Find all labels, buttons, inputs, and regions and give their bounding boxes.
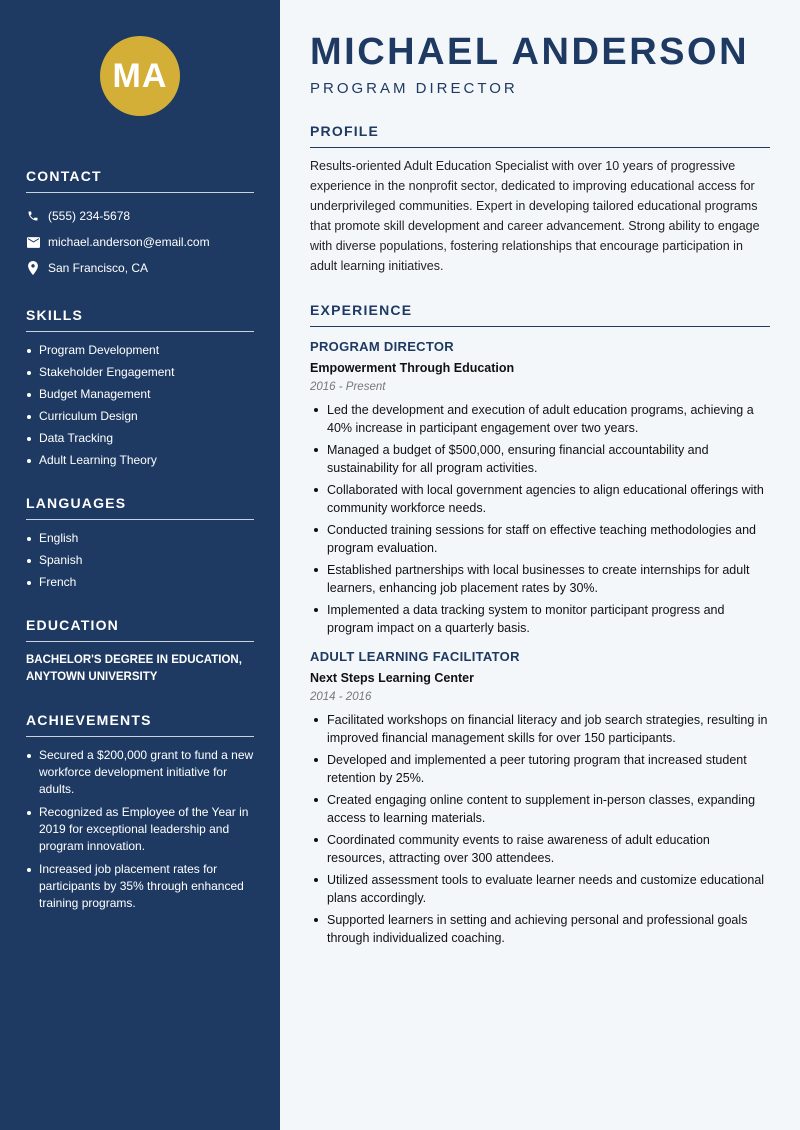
- languages-heading: LANGUAGES: [26, 495, 254, 520]
- avatar: MA: [100, 36, 180, 116]
- job-title: ADULT LEARNING FACILITATOR: [310, 649, 520, 664]
- job-entry: [310, 339, 770, 637]
- list-item: Secured a $200,000 grant to fund a new workforce development initiative for adults.: [26, 747, 254, 798]
- list-item: Increased job placement rates for participants by 35% through enhanced training programs.: [26, 861, 254, 912]
- email-icon: [26, 235, 40, 249]
- job-entry: [310, 649, 770, 947]
- location-text: San Francisco, CA: [48, 261, 149, 275]
- contact-section: [26, 168, 254, 281]
- job-dates: 2016 - Present: [310, 381, 386, 393]
- skills-list: [26, 342, 254, 469]
- list-item: Budget Management: [26, 386, 254, 403]
- email-text: michael.anderson@email.com: [48, 235, 210, 249]
- list-item: English: [26, 530, 254, 547]
- list-item: Adult Learning Theory: [26, 452, 254, 469]
- job-bullets: [310, 711, 770, 947]
- sidebar: [0, 0, 280, 1130]
- education-section: [26, 617, 254, 686]
- achievements-section: [26, 712, 254, 912]
- education-degree: BACHELOR'S DEGREE IN EDUCATION, ANYTOWN UNIVERSITY: [26, 654, 242, 683]
- experience-heading: EXPERIENCE: [310, 302, 770, 327]
- list-item: Conducted training sessions for staff on effective teaching methodologies and program evaluation.: [310, 521, 770, 557]
- job-bullets: [310, 401, 770, 637]
- skills-section: [26, 307, 254, 469]
- job-dates: 2014 - 2016: [310, 691, 372, 703]
- contact-list: [26, 203, 254, 281]
- education-heading: EDUCATION: [26, 617, 254, 642]
- candidate-title: PROGRAM DIRECTOR: [310, 80, 518, 97]
- list-item: Managed a budget of $500,000, ensuring financial accountability and sustainability for all program activities.: [310, 441, 770, 477]
- job-title: PROGRAM DIRECTOR: [310, 339, 454, 354]
- experience-section: [310, 302, 770, 947]
- profile-heading: PROFILE: [310, 123, 770, 148]
- list-item: Program Development: [26, 342, 254, 359]
- list-item: Developed and implemented a peer tutoring program that increased student retention by 25%.: [310, 751, 770, 787]
- list-item: Implemented a data tracking system to monitor participant progress and program impact on a quarterly basis.: [310, 601, 770, 637]
- contact-location: [26, 255, 254, 281]
- list-item: Spanish: [26, 552, 254, 569]
- skills-heading: SKILLS: [26, 307, 254, 332]
- job-company: Empowerment Through Education: [310, 361, 515, 375]
- list-item: Collaborated with local government agencies to align educational offerings with community workforce needs.: [310, 481, 770, 517]
- list-item: Recognized as Employee of the Year in 2019 for exceptional leadership and program innovation.: [26, 804, 254, 855]
- profile-section: [310, 123, 770, 276]
- achievements-heading: ACHIEVEMENTS: [26, 712, 254, 737]
- list-item: Established partnerships with local businesses to create internships for adult learners, enhancing job placement rates by 30%.: [310, 561, 770, 597]
- location-pin-icon: [26, 261, 40, 275]
- contact-heading: CONTACT: [26, 168, 254, 193]
- languages-list: [26, 530, 254, 591]
- list-item: Curriculum Design: [26, 408, 254, 425]
- list-item: French: [26, 574, 254, 591]
- list-item: Coordinated community events to raise awareness of adult education resources, attracting over 300 attendees.: [310, 831, 770, 867]
- list-item: Utilized assessment tools to evaluate learner needs and customize educational plans accordingly.: [310, 871, 770, 907]
- main-content: [280, 0, 800, 1130]
- candidate-name: MICHAEL ANDERSON: [310, 31, 750, 73]
- list-item: Data Tracking: [26, 430, 254, 447]
- phone-text: (555) 234-5678: [48, 209, 131, 223]
- list-item: Facilitated workshops on financial literacy and job search strategies, resulting in improved financial management skills for over 150 participants.: [310, 711, 770, 747]
- contact-phone: [26, 203, 254, 229]
- list-item: Supported learners in setting and achieving personal and professional goals through individualized coaching.: [310, 911, 770, 947]
- list-item: Created engaging online content to supplement in-person classes, expanding access to learning materials.: [310, 791, 770, 827]
- languages-section: [26, 495, 254, 591]
- contact-email: [26, 229, 254, 255]
- profile-text: Results-oriented Adult Education Specialist with over 10 years of progressive experience in the nonprofit sector, dedicated to improving educational access for underprivileged communities. Expert in developing tailored educational programs that promote skill development and career advancement. Strong ability to engage with diverse populations, fostering relationships that encourage participation in adult learning initiatives.: [310, 159, 760, 273]
- job-company: Next Steps Learning Center: [310, 671, 474, 685]
- list-item: Led the development and execution of adult education programs, achieving a 40% increase in participant engagement over two years.: [310, 401, 770, 437]
- list-item: Stakeholder Engagement: [26, 364, 254, 381]
- achievements-list: [26, 747, 254, 912]
- phone-icon: [26, 209, 40, 223]
